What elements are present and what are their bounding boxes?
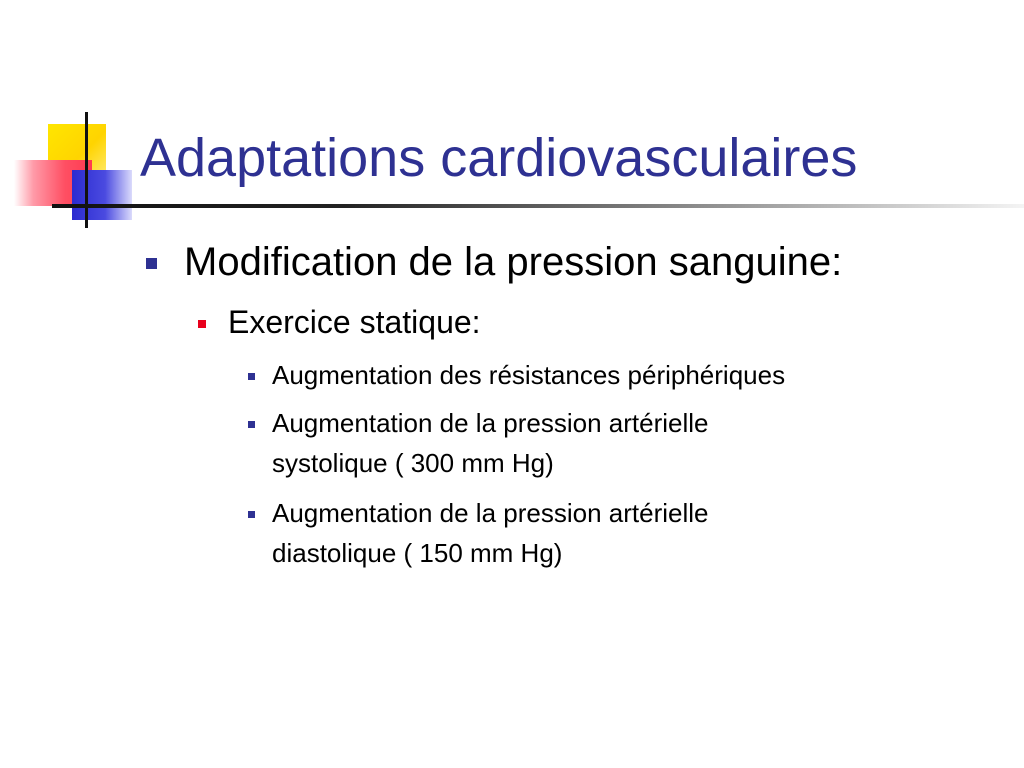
slide-title: Adaptations cardiovasculaires: [140, 128, 858, 188]
vertical-rule: [85, 112, 88, 228]
bullet-level3-item: [272, 355, 972, 395]
bullet-level2-text: Exercice statique:: [228, 304, 481, 340]
bullet-square-icon: [248, 511, 255, 518]
bullet-square-icon: [146, 258, 157, 269]
bullet-level3-line: Augmentation de la pression artérielle: [272, 498, 709, 528]
bullet-level1-text: Modification de la pression sanguine:: [184, 240, 843, 284]
bullet-square-icon: [248, 373, 255, 380]
bullet-level3-item: [272, 403, 972, 483]
bullet-level3-line: Augmentation de la pression artérielle: [272, 408, 709, 438]
blue-square: [72, 170, 132, 220]
bullet-level3-line: systolique ( 300 mm Hg): [272, 448, 554, 478]
bullet-level3-item: [272, 493, 972, 573]
bullet-square-icon: [248, 421, 255, 428]
bullet-square-icon: [198, 320, 206, 328]
bullet-level3-line: diastolique ( 150 mm Hg): [272, 538, 563, 568]
title-underline-rule: [52, 204, 1024, 208]
bullet-level3-line: Augmentation des résistances périphériques: [272, 360, 786, 390]
